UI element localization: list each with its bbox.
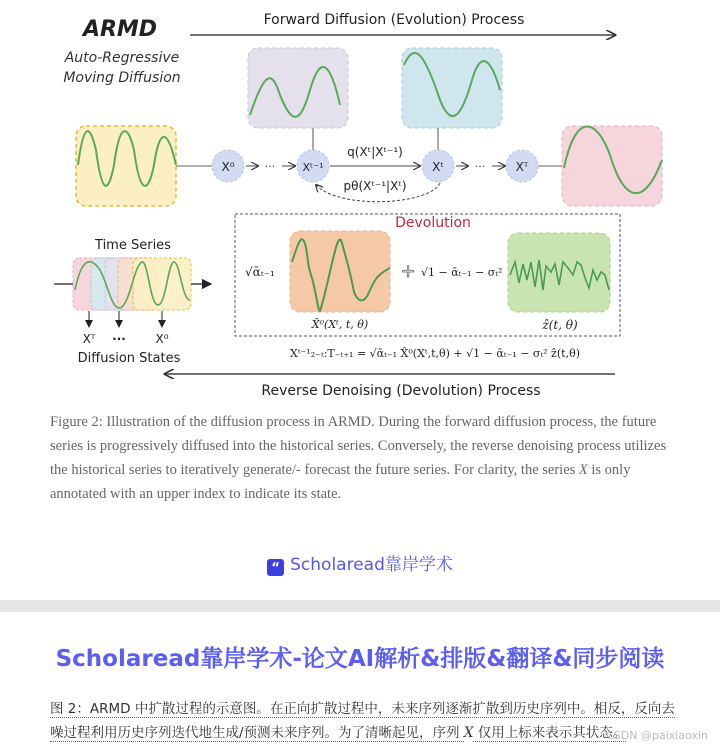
sqrt-noise: √1 − ᾱₜ₋₁ − σₜ² [421, 266, 503, 279]
translation-text: 仅用上标来表示其状态。 [473, 725, 627, 741]
devolution-label: Devolution [395, 215, 471, 231]
node-x0 [212, 150, 244, 182]
p-label: pθ(Xᵗ⁻¹|Xᵗ) [343, 179, 407, 193]
svg-text:Xᵗ: Xᵗ [432, 160, 444, 174]
reverse-label: Reverse Denoising (Devolution) Process [261, 383, 541, 399]
node-x-t [422, 150, 454, 182]
watermark: CSDN @paixiaoxin [606, 729, 708, 742]
section-title: Scholaread靠岸学术-论文AI解析&排版&翻译&同步阅读 [55, 646, 665, 672]
svg-text:X⁰: X⁰ [221, 160, 235, 174]
state-label-0: X⁰ [155, 332, 169, 346]
caption-variable: X [578, 462, 588, 478]
diffusion-states-label: Diffusion States [77, 351, 181, 366]
armd-subtitle-1: Auto-Regressive [64, 50, 180, 66]
caption-text: is only annotated with an upper index to indicate its state. [50, 462, 631, 502]
brand-name: Scholaread靠岸学术 [290, 555, 453, 575]
section-divider [0, 600, 720, 612]
caption-text: Figure 2: Illustration of the diffusion process in ARMD. During the forward diffusion process, the future series is progressively diffused into the historical series. Conversely, the reverse denoising process utilizes the historical series to iteratively generate/- forecast the future series. For clarity, the series [50, 414, 667, 478]
scholaread-logo[interactable] [0, 550, 720, 576]
state-label-T: Xᵀ [82, 332, 96, 346]
quote-icon: “ [267, 559, 284, 576]
sqrt-alpha: √ᾱₜ₋₁ [245, 265, 275, 279]
x0-hat-label: X̂⁰(Xᵗ, t, θ) [311, 318, 369, 331]
node-x-T [506, 150, 538, 182]
z-hat-label: ẑ(t, θ) [542, 318, 578, 332]
translation-text: 图 2：ARMD 中扩散过程的示意图。在正向扩散过程中，未来序列逐渐扩散到历史序列中。相反，反向去噪过程利用历史序列迭代地生成/预测未来序列。为了清晰起见，序列 [50, 701, 675, 741]
ellipsis: ··· [264, 160, 276, 173]
armd-title: ARMD [82, 17, 158, 42]
q-label: q(Xᵗ|Xᵗ⁻¹) [347, 145, 403, 159]
figure-caption [50, 410, 670, 506]
equation: Xᵗ⁻¹₂₋ₜ:T₋ₜ₊₁ = √ᾱₜ₋₁ X̂⁰(Xᵗ,t,θ) + √1 − ᾱₜ₋₁ − σₜ² ẑ(t,θ) [290, 347, 580, 360]
svg-text:Xᵗ⁻¹: Xᵗ⁻¹ [302, 161, 324, 174]
future-box [562, 126, 662, 206]
state-label-ellipsis: ··· [112, 332, 126, 346]
translated-caption [50, 697, 680, 745]
forward-label: Forward Diffusion (Evolution) Process [263, 12, 525, 28]
time-series-label: Time Series [95, 238, 171, 253]
armd-subtitle-2: Moving Diffusion [63, 70, 181, 86]
ellipsis: ··· [474, 160, 486, 173]
plus-icon: + [400, 261, 416, 282]
translation-variable: X [463, 725, 474, 741]
svg-text:Xᵀ: Xᵀ [515, 160, 529, 174]
node-x-t-1 [297, 150, 329, 182]
